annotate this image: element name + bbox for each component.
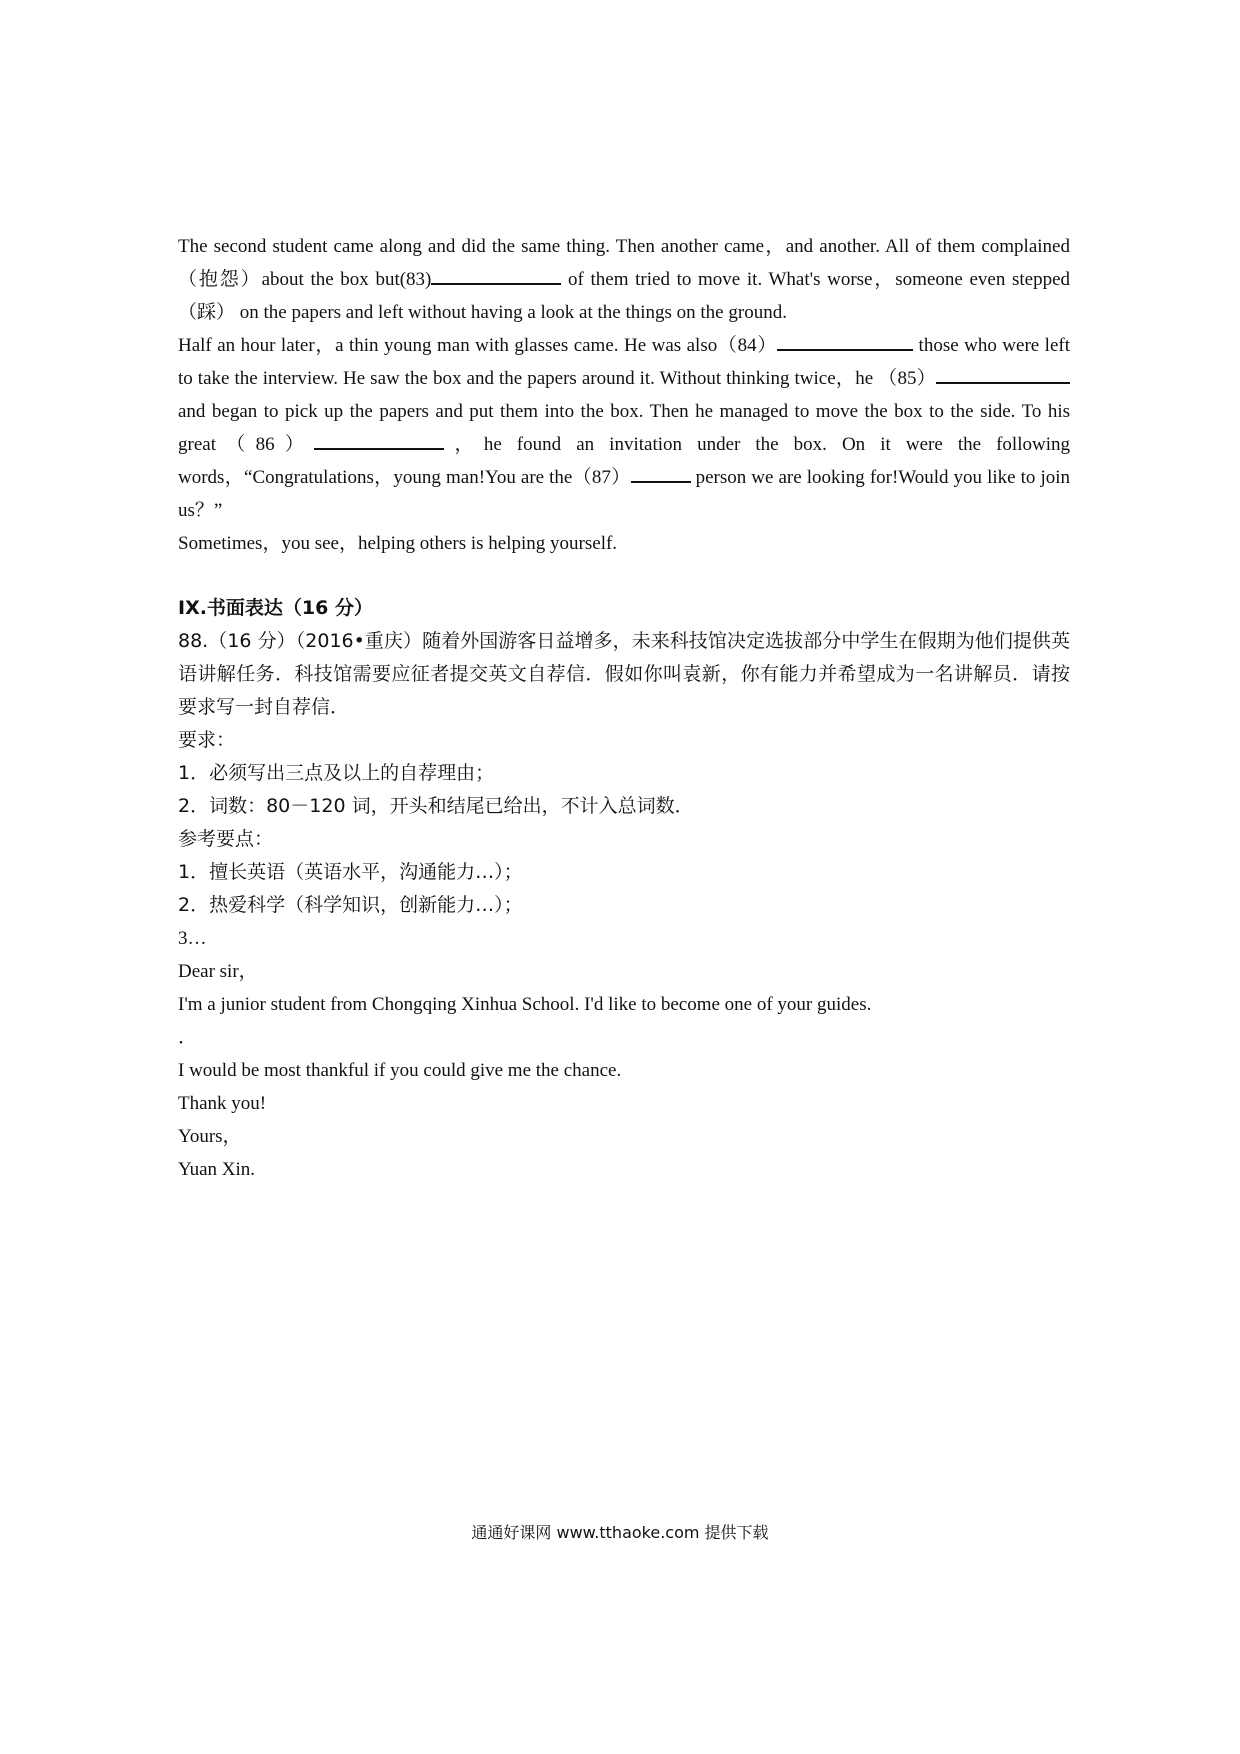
passage-text: The second student came along and did the same thing. Then another came，and another. All of them complained（抱怨）about the box but(83)	[178, 236, 1070, 290]
requirement-1: 1．必须写出三点及以上的自荐理由；	[178, 762, 495, 784]
letter-writing-space[interactable]: ．	[178, 1027, 198, 1048]
passage-text: of them tried to move it. What's worse，someone even stepped （踩） on the papers and left without having a look at the things on the ground.	[178, 269, 1071, 323]
passage-text: Half an hour later，a thin young man with glasses came. He was also（84）	[178, 335, 778, 356]
letter-thanks: Thank you!	[178, 1093, 267, 1114]
blank-85[interactable]	[936, 364, 1070, 384]
blank-83[interactable]	[431, 265, 561, 285]
passage-paragraph-2	[178, 329, 1070, 527]
passage-text: person we are looking for!Would you like to join us？”	[178, 467, 1071, 521]
letter-greeting: Dear sir，	[178, 961, 258, 982]
letter-signature: Yuan Xin.	[178, 1159, 256, 1180]
section-title: IX.书面表达（16 分）	[178, 597, 373, 619]
reference-3: 3…	[178, 928, 207, 949]
reference-1: 1．擅长英语（英语水平，沟通能力…）；	[178, 861, 523, 883]
letter-closing: Yours，	[178, 1126, 242, 1147]
passage-paragraph-3: Sometimes，you see，helping others is helping yourself.	[178, 533, 618, 554]
passage-text: those who were left to take the interview. He saw the box and the papers around it. Without thinking twice，he （85）	[178, 335, 1070, 389]
letter-line-1: I'm a junior student from Chongqing Xinhua School. I'd like to become one of your guides.	[178, 994, 872, 1015]
letter-line-2: I would be most thankful if you could give me the chance.	[178, 1060, 622, 1081]
reference-2: 2．热爱科学（科学知识，创新能力…）；	[178, 894, 523, 916]
page-footer: 通通好课网 www.tthaoke.com 提供下载	[471, 1523, 769, 1542]
question-text: 88.（16 分）（2016•重庆）随着外国游客日益增多，未来科技馆决定选拔部分中学生在假期为他们提供英语讲解任务．科技馆需要应征者提交英文自荐信．假如你叫袁新，你有能力并希望成为一名讲解员．请按要求写一封自荐信．	[178, 630, 1070, 718]
passage-text: ，he found an invitation under the box. On it were the following words，“Congratulations，young man!You are the（87）	[178, 434, 1070, 488]
reference-title: 参考要点：	[178, 828, 274, 850]
blank-84[interactable]	[777, 331, 913, 351]
requirements-title: 要求：	[178, 729, 236, 751]
blank-87[interactable]	[631, 463, 691, 483]
blank-86[interactable]	[314, 430, 444, 450]
passage-text: and began to pick up the papers and put them into the box. Then he managed to move the box to the side. To his great（86）	[178, 401, 1070, 455]
document-page	[178, 230, 1070, 1186]
requirement-2: 2．词数：80－120 词，开头和结尾已给出，不计入总词数．	[178, 795, 694, 817]
passage-paragraph-1	[178, 230, 1070, 329]
